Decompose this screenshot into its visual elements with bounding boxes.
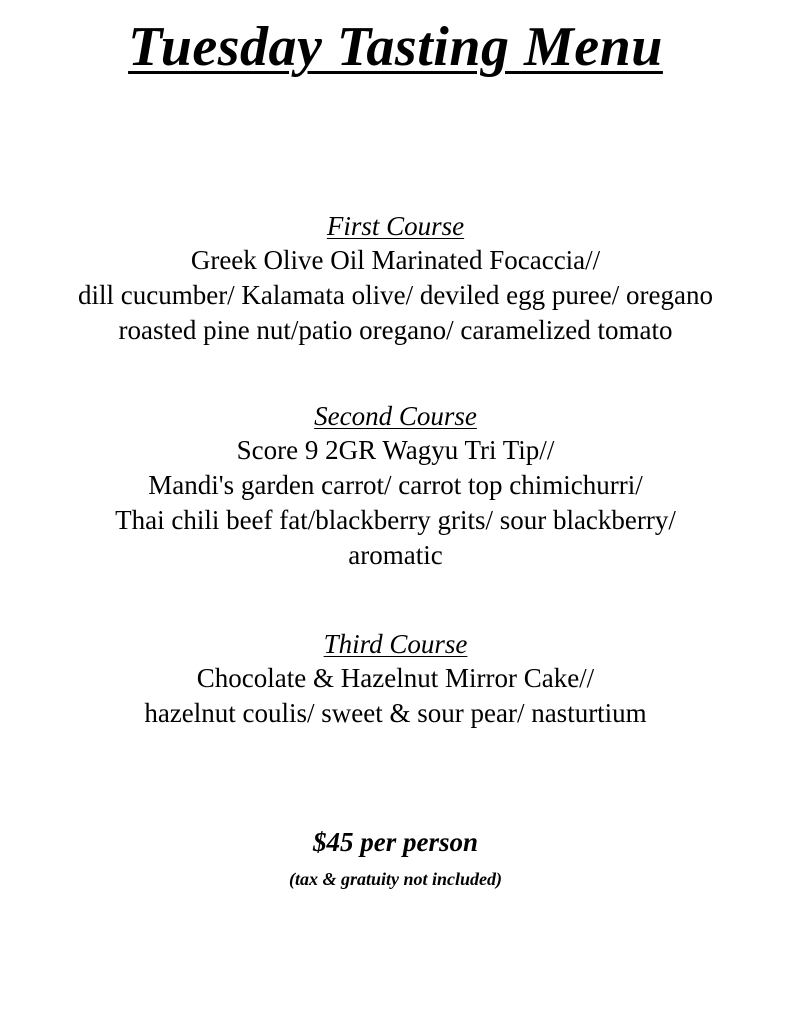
course-heading: Third Course — [323, 629, 468, 659]
price: $45 per person — [312, 827, 478, 857]
price-note: (tax & gratuity not included) — [288, 869, 502, 889]
course-dish-name: Chocolate & Hazelnut Mirror Cake// — [196, 663, 595, 693]
course-dish-name: Greek Olive Oil Marinated Focaccia// — [190, 245, 601, 275]
course-third — [0, 628, 791, 731]
course-heading: First Course — [326, 211, 465, 241]
course-second — [0, 400, 791, 573]
course-dish-name: Score 9 2GR Wagyu Tri Tip// — [236, 435, 555, 465]
menu-title: Tuesday Tasting Menu — [128, 16, 663, 78]
course-heading: Second Course — [314, 401, 477, 431]
course-first — [0, 210, 791, 348]
course-dish-detail: dill cucumber/ Kalamata olive/ deviled egg puree/ oregano — [77, 280, 713, 310]
course-dish-detail: Mandi's garden carrot/ carrot top chimichurri/ — [148, 470, 643, 500]
course-dish-detail: aromatic — [348, 540, 443, 570]
course-dish-detail: hazelnut coulis/ sweet & sour pear/ nasturtium — [144, 698, 647, 728]
course-dish-detail: Thai chili beef fat/blackberry grits/ sour blackberry/ — [115, 505, 676, 535]
course-dish-detail: roasted pine nut/patio oregano/ caramelized tomato — [118, 315, 673, 345]
